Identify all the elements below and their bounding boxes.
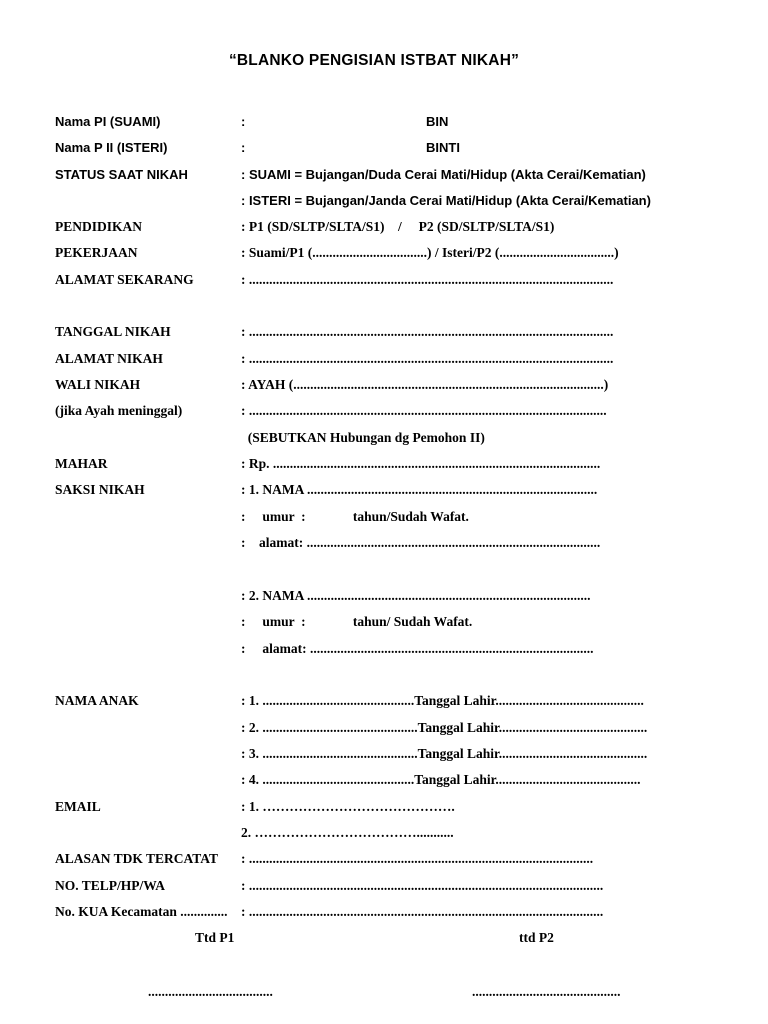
row-saksi-2-alamat	[0, 641, 768, 661]
row-wali-nikah	[0, 377, 768, 397]
row-alamat-nikah	[0, 351, 768, 371]
form-title: “BLANKO PENGISIAN ISTBAT NIKAH”	[228, 52, 520, 69]
field-alamat-sekarang[interactable]: : ............................................................................................................	[241, 272, 614, 287]
row-saksi-1-umur	[0, 509, 768, 529]
row-sebutkan-hubungan	[0, 430, 768, 450]
field-nama-anak-1[interactable]: : 1. .............................................Tanggal Lahir............................................	[241, 693, 644, 708]
label-bin: BIN	[426, 114, 449, 129]
signature-lines	[0, 984, 768, 1004]
signature-line-p1[interactable]: .....................................	[148, 984, 273, 999]
field-nama-isteri[interactable]: :	[241, 140, 246, 155]
row-saksi-2-umur	[0, 614, 768, 634]
row-tanggal-nikah	[0, 324, 768, 344]
row-nama-anak-1	[0, 693, 768, 713]
field-pekerjaan[interactable]: : Suami/P1 (..................................) / Isteri/P2 (..................................)	[241, 245, 619, 260]
row-alasan-tdk-tercatat	[0, 851, 768, 871]
field-status-isteri[interactable]: : ISTERI = Bujangan/Janda Cerai Mati/Hidup (Akta Cerai/Kematian)	[241, 193, 651, 208]
field-nama-anak-3[interactable]: : 3. ..............................................Tanggal Lahir............................................	[241, 746, 648, 761]
row-saksi-1-alamat	[0, 535, 768, 555]
row-nama-isteri	[0, 140, 768, 160]
field-no-kua-kecamatan[interactable]: : .........................................................................................................	[241, 904, 604, 919]
row-mahar	[0, 456, 768, 476]
row-saksi-1-nama	[0, 482, 768, 502]
signature-label-p2: ttd P2	[519, 930, 554, 945]
label-mahar: MAHAR	[55, 456, 108, 471]
label-nama-isteri: Nama P II (ISTERI)	[55, 140, 168, 155]
row-status-isteri	[0, 193, 768, 213]
signature-labels	[0, 930, 768, 950]
row-nama-anak-4	[0, 772, 768, 792]
row-no-telp	[0, 878, 768, 898]
row-nama-anak-3	[0, 746, 768, 766]
field-tanggal-nikah[interactable]: : ............................................................................................................	[241, 324, 614, 339]
field-pendidikan[interactable]: : P1 (SD/SLTP/SLTA/S1) / P2 (SD/SLTP/SLTA/S1)	[241, 219, 555, 234]
label-tanggal-nikah: TANGGAL NIKAH	[55, 324, 171, 339]
field-saksi-2-nama[interactable]: : 2. NAMA ....................................................................................	[241, 588, 591, 603]
label-status-saat-nikah: STATUS SAAT NIKAH	[55, 167, 188, 182]
row-alamat-sekarang	[0, 272, 768, 292]
row-nama-suami	[0, 114, 768, 134]
label-email: EMAIL	[55, 799, 101, 814]
note-sebutkan-hubungan: (SEBUTKAN Hubungan dg Pemohon II)	[241, 430, 485, 445]
field-saksi-1-nama[interactable]: : 1. NAMA ......................................................................................	[241, 482, 598, 497]
field-no-telp[interactable]: : .........................................................................................................	[241, 878, 604, 893]
row-nama-anak-2	[0, 720, 768, 740]
label-no-kua-kecamatan: No. KUA Kecamatan ..............	[55, 904, 228, 919]
label-alasan-tdk-tercatat: ALASAN TDK TERCATAT	[55, 851, 219, 866]
label-jika-ayah-meninggal: (jika Ayah meninggal)	[55, 403, 183, 418]
label-binti: BINTI	[426, 140, 460, 155]
field-wali-nikah[interactable]: : AYAH (............................................................................................)	[241, 377, 609, 392]
label-nama-anak: NAMA ANAK	[55, 693, 139, 708]
field-nama-anak-2[interactable]: : 2. ..............................................Tanggal Lahir............................................	[241, 720, 648, 735]
label-wali-nikah: WALI NIKAH	[55, 377, 141, 392]
field-email-2[interactable]: 2. ………………………………...........	[241, 825, 454, 840]
signature-line-p2[interactable]: ............................................	[472, 984, 621, 999]
row-email-2	[0, 825, 768, 845]
row-no-kua-kecamatan	[0, 904, 768, 924]
field-wali-pengganti[interactable]: : ..........................................................................................................	[241, 403, 607, 418]
label-pendidikan: PENDIDIKAN	[55, 219, 143, 234]
field-nama-anak-4[interactable]: : 4. .............................................Tanggal Lahir...........................................	[241, 772, 641, 787]
field-saksi-2-alamat[interactable]: : alamat: ....................................................................................	[241, 641, 594, 656]
row-jika-ayah-meninggal	[0, 403, 768, 423]
field-nama-suami[interactable]: :	[241, 114, 246, 129]
field-mahar[interactable]: : Rp. .................................................................................................	[241, 456, 601, 471]
row-saksi-2-nama	[0, 588, 768, 608]
label-alamat-nikah: ALAMAT NIKAH	[55, 351, 163, 366]
label-nama-suami: Nama PI (SUAMI)	[55, 114, 161, 129]
label-no-telp: NO. TELP/HP/WA	[55, 878, 166, 893]
row-pekerjaan	[0, 245, 768, 265]
field-saksi-2-umur[interactable]: : umur : tahun/ Sudah Wafat.	[241, 614, 473, 629]
field-alamat-nikah[interactable]: : ............................................................................................................	[241, 351, 614, 366]
label-alamat-sekarang: ALAMAT SEKARANG	[55, 272, 194, 287]
label-pekerjaan: PEKERJAAN	[55, 245, 138, 260]
row-pendidikan	[0, 219, 768, 239]
field-status-suami[interactable]: : SUAMI = Bujangan/Duda Cerai Mati/Hidup (Akta Cerai/Kematian)	[241, 167, 646, 182]
row-email-1	[0, 799, 768, 819]
field-email-1[interactable]: : 1. …………………………………….	[241, 799, 455, 814]
signature-label-p1: Ttd P1	[195, 930, 235, 945]
field-saksi-1-alamat[interactable]: : alamat: .......................................................................................	[241, 535, 601, 550]
field-saksi-1-umur[interactable]: : umur : tahun/Sudah Wafat.	[241, 509, 469, 524]
row-status-suami	[0, 167, 768, 187]
field-alasan-tdk-tercatat[interactable]: : ......................................................................................................	[241, 851, 594, 866]
label-saksi-nikah: SAKSI NIKAH	[55, 482, 145, 497]
